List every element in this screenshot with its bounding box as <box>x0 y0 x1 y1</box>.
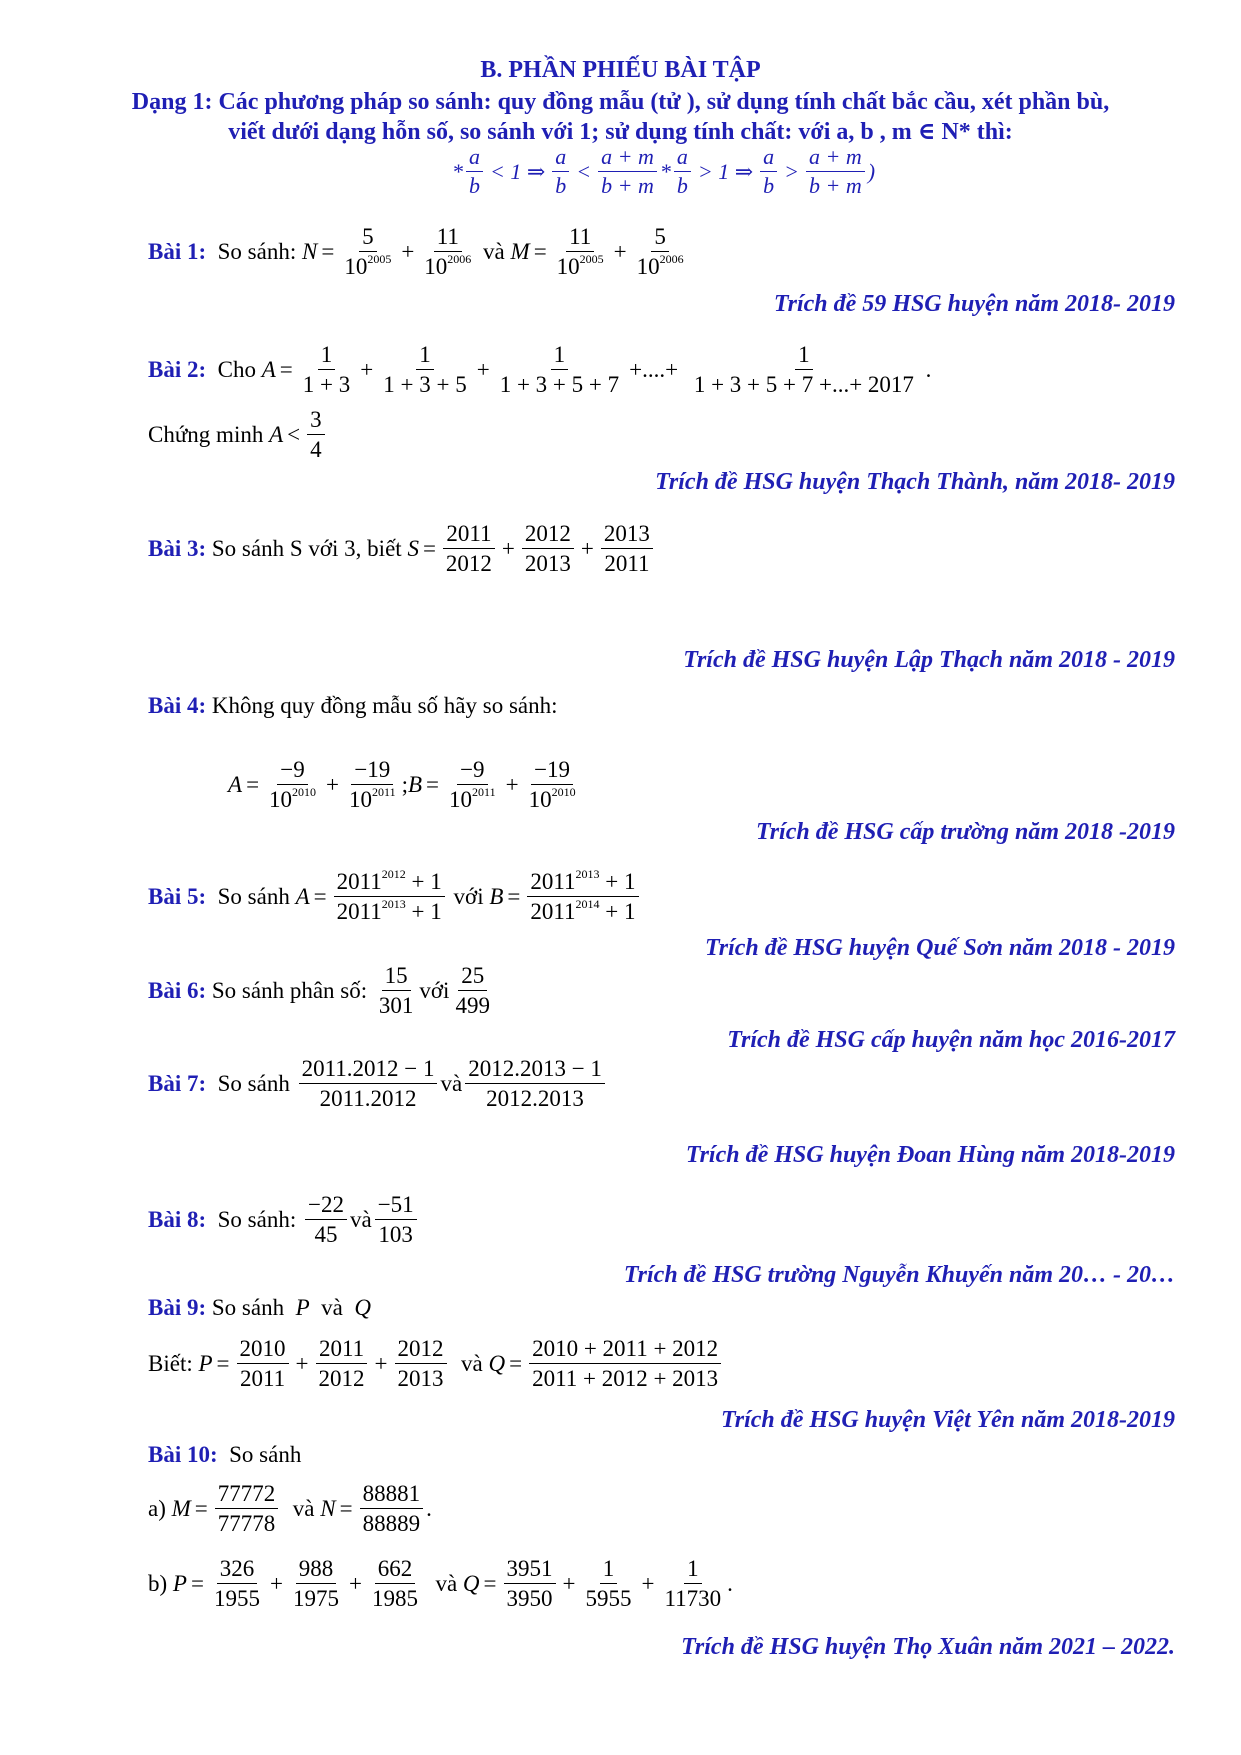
exercise-4-source: Trích đề HSG cấp trường năm 2018 -2019 <box>755 819 1175 845</box>
conjunction: với <box>453 884 484 909</box>
section-title: B. PHẦN PHIẾU BÀI TẬP <box>480 57 761 83</box>
exercise-label: Bài 1: <box>148 239 207 264</box>
exercise-9: Bài 9: So sánh P và Q <box>148 1295 371 1320</box>
exercise-9-source: Trích đề HSG huyện Việt Yên năm 2018-2019 <box>720 1407 1175 1433</box>
exercise-10-part-b: b) P = $\frac{326}{1955}$ + $\frac{988}{1975}$ + $\frac{662}{1985}$ và Q = $\frac{3951}{3950}$ + $\frac{1}{5955}$ + $\frac{1}{11730}$ . <box>148 1556 733 1611</box>
exercise-text: So sánh S với 3, biết <box>211 536 402 561</box>
exercise-text: So sánh: <box>217 1207 297 1232</box>
exercise-label: Bài 3: <box>148 536 207 561</box>
conjunction: và <box>292 1496 315 1521</box>
exercise-6: Bài 6: So sánh phân số: $\frac{15}{301}$ với $\frac{25}{499}$ <box>148 963 490 1018</box>
exercise-text: Cho <box>217 357 256 382</box>
conjunction: và <box>461 1351 483 1376</box>
exercise-text: So sánh <box>217 884 290 909</box>
exercise-6-source: Trích đề HSG cấp huyện năm học 2016-2017 <box>727 1027 1175 1053</box>
exercise-2-prove: Chứng minh A < $\frac{3}{4}$ <box>148 408 328 461</box>
exercise-text: So sánh <box>217 1071 290 1096</box>
exercise-text: So sánh phân số: <box>211 978 368 1003</box>
exercise-label: Bài 8: <box>148 1207 207 1232</box>
exercise-text: So sánh: <box>217 239 297 264</box>
conjunction: và <box>435 1571 458 1596</box>
exercise-8-source: Trích đề HSG trường Nguyễn Khuyến năm 20… - 20… <box>623 1262 1175 1288</box>
exercise-text: Không quy đồng mẫu số hãy so sánh: <box>211 693 558 718</box>
conjunction: và <box>483 239 505 264</box>
exercise-10-source: Trích đề HSG huyện Thọ Xuân năm 2021 – 2022. <box>681 1634 1175 1660</box>
exercise-1: Bài 1: So sánh: N = $\frac{5}{10^{2005}}$ + $\frac{11}{10^{2006}}$ và M = $\frac{11}{10^{2005}}$ + $\frac{5}{10^{2006}}$ <box>148 224 684 279</box>
exercise-label: Bài 10: <box>148 1442 218 1467</box>
exercise-7-source: Trích đề HSG huyện Đoan Hùng năm 2018-2019 <box>685 1142 1175 1168</box>
exercise-label: Bài 4: <box>148 693 207 718</box>
exercise-4-formula: A = $\frac{-9}{10^{2010}}$ + $\frac{-19}{10^{2011}}$ ; B = $\frac{-9}{10^{2011}}$ + $\frac{-19}{10^{2010}}$ <box>228 757 576 812</box>
conjunction: và <box>440 1071 463 1096</box>
exercise-label: Bài 2: <box>148 357 207 382</box>
exercise-label: Bài 9: <box>148 1295 207 1320</box>
part-label: a) <box>148 1496 166 1521</box>
exercise-1-source: Trích đề 59 HSG huyện năm 2018- 2019 <box>773 291 1175 317</box>
exercise-3-source: Trích đề HSG huyện Lập Thạch năm 2018 - 2019 <box>683 647 1175 673</box>
exercise-10-part-a: a) M = $\frac{77772}{77778}$ và N = $\frac{88881}{88889}$ . <box>148 1481 432 1536</box>
method-description-line-1: Dạng 1: Các phương pháp so sánh: quy đồng mẫu (tử ), sử dụng tính chất bắc cầu, xét phần bù, <box>131 89 1110 115</box>
prove-text: Chứng minh <box>148 422 264 447</box>
exercise-7: Bài 7: So sánh $\frac{2011.2012 - 1}{2011.2012}$ và $\frac{2012.2013 - 1}{2012.2013}$ <box>148 1057 608 1110</box>
exercise-label: Bài 5: <box>148 884 207 909</box>
exercise-9-formula: Biết: P = $\frac{2010}{2011}$ + $\frac{2011}{2012}$ + $\frac{2012}{2013}$ và Q = $\frac{2010 + 2011 + 2012}{2011 + 2012 + 2013}$ <box>148 1337 724 1390</box>
conjunction: với <box>419 978 450 1003</box>
conjunction: và <box>321 1295 343 1320</box>
exercise-label: Bài 6: <box>148 978 207 1003</box>
exercise-5: Bài 5: So sánh A = $\frac{2011^{2012} + 1}{2011^{2013} + 1}$ với B = $\frac{2011^{2013} + 1}{2011^{2014} + 1}$ <box>148 870 642 923</box>
exercise-5-source: Trích đề HSG huyện Quế Sơn năm 2018 - 2019 <box>704 935 1175 961</box>
exercise-8: Bài 8: So sánh: $\frac{-22}{45}$ và $\frac{-51}{103}$ <box>148 1193 420 1246</box>
exercise-10 <box>148 1443 301 1466</box>
part-label: b) <box>148 1571 168 1596</box>
exercise-label: Bài 7: <box>148 1071 207 1096</box>
exercise-2-source: Trích đề HSG huyện Thạch Thành, năm 2018- 2019 <box>655 469 1175 495</box>
property-formula: * $\frac{a}{b}$ < 1 ⇒ $\frac{a}{b}$ < $\frac{a + m}{b + m}$ * $\frac{a}{b}$ > 1 ⇒ $\frac{a}{b}$ > $\frac{a + m}{b + m}$ ) <box>452 144 876 198</box>
exercise-4 <box>148 694 558 717</box>
method-description-line-2: viết dưới dạng hỗn số, so sánh với 1; sử dụng tính chất: với a, b , m ∈ N* thì: <box>228 119 1013 145</box>
exercise-2: Bài 2: Cho A = $\frac{1}{1 + 3}$ + $\frac{1}{1 + 3 + 5}$ + $\frac{1}{1 + 3 + 5 + 7}$ +....+ $\frac{1}{1 + 3 + 5 + 7 +...+ 2017}$ . <box>148 342 932 397</box>
known-text: Biết: <box>148 1351 193 1376</box>
exercise-3: Bài 3: So sánh S với 3, biết S = $\frac{2011}{2012}$ + $\frac{2012}{2013}$ + $\frac{2013}{2011}$ <box>148 522 656 575</box>
exercise-text: So sánh <box>211 1295 285 1320</box>
conjunction: và <box>349 1207 372 1232</box>
exercise-text: So sánh <box>229 1442 302 1467</box>
